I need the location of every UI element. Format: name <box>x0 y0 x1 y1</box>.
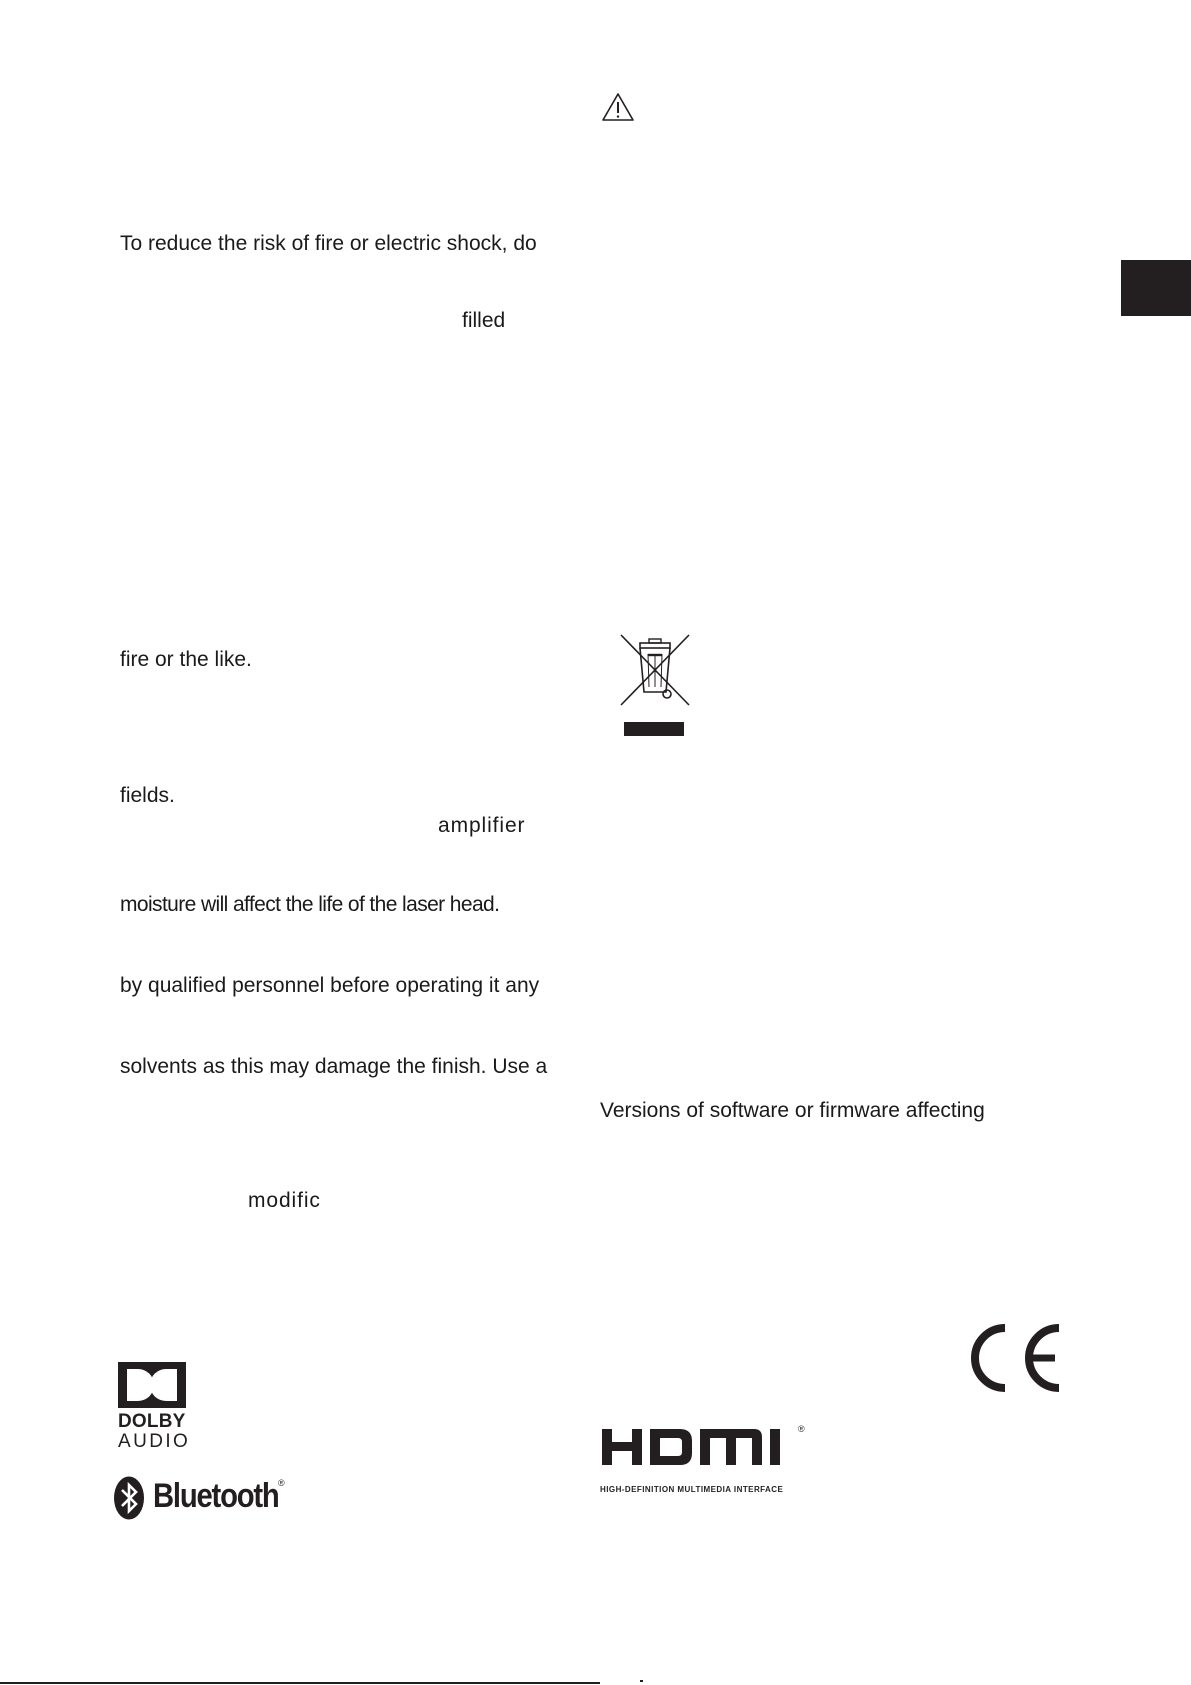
bluetooth-logo <box>113 1475 293 1523</box>
section-tab <box>1121 260 1191 316</box>
text-filled: filled <box>462 309 506 332</box>
text-qualified-line: by qualified personnel before operating it any <box>120 974 540 997</box>
hdmi-logo <box>600 1424 815 1497</box>
dolby-double-d-icon <box>118 1362 186 1408</box>
bluetooth-wordmark: Bluetooth <box>153 1477 279 1515</box>
dolby-audio-label: AUDIO <box>118 1431 191 1452</box>
text-moisture-line: moisture will affect the life of the laser head. <box>120 893 500 916</box>
bluetooth-rune-icon <box>113 1476 145 1520</box>
hdmi-tagline: HIGH-DEFINITION MULTIMEDIA INTERFACE <box>600 1485 784 1494</box>
text-amplifier: amplifier <box>438 814 526 837</box>
ce-mark-icon <box>961 1322 1063 1394</box>
warning-icon <box>601 92 635 122</box>
bluetooth-registered-mark: ® <box>278 1478 285 1488</box>
text-fire-like: fire or the like. <box>120 648 252 671</box>
text-fire-shock-line: To reduce the risk of fire or electric shock, do <box>120 232 537 255</box>
hdmi-registered-mark: ® <box>798 1424 805 1434</box>
hdmi-wordmark-graphic <box>600 1427 800 1467</box>
bottom-marker <box>640 1680 643 1682</box>
dolby-wordmark: DOLBY <box>118 1411 186 1432</box>
dolby-audio-logo <box>118 1362 198 1452</box>
bottom-divider <box>0 1682 600 1684</box>
weee-bin-icon <box>618 632 692 738</box>
text-fields: fields. <box>120 784 175 807</box>
text-modific: modific <box>248 1189 321 1212</box>
text-versions-line: Versions of software or firmware affecting <box>600 1099 985 1122</box>
text-solvents-line: solvents as this may damage the finish. Use a <box>120 1055 548 1078</box>
